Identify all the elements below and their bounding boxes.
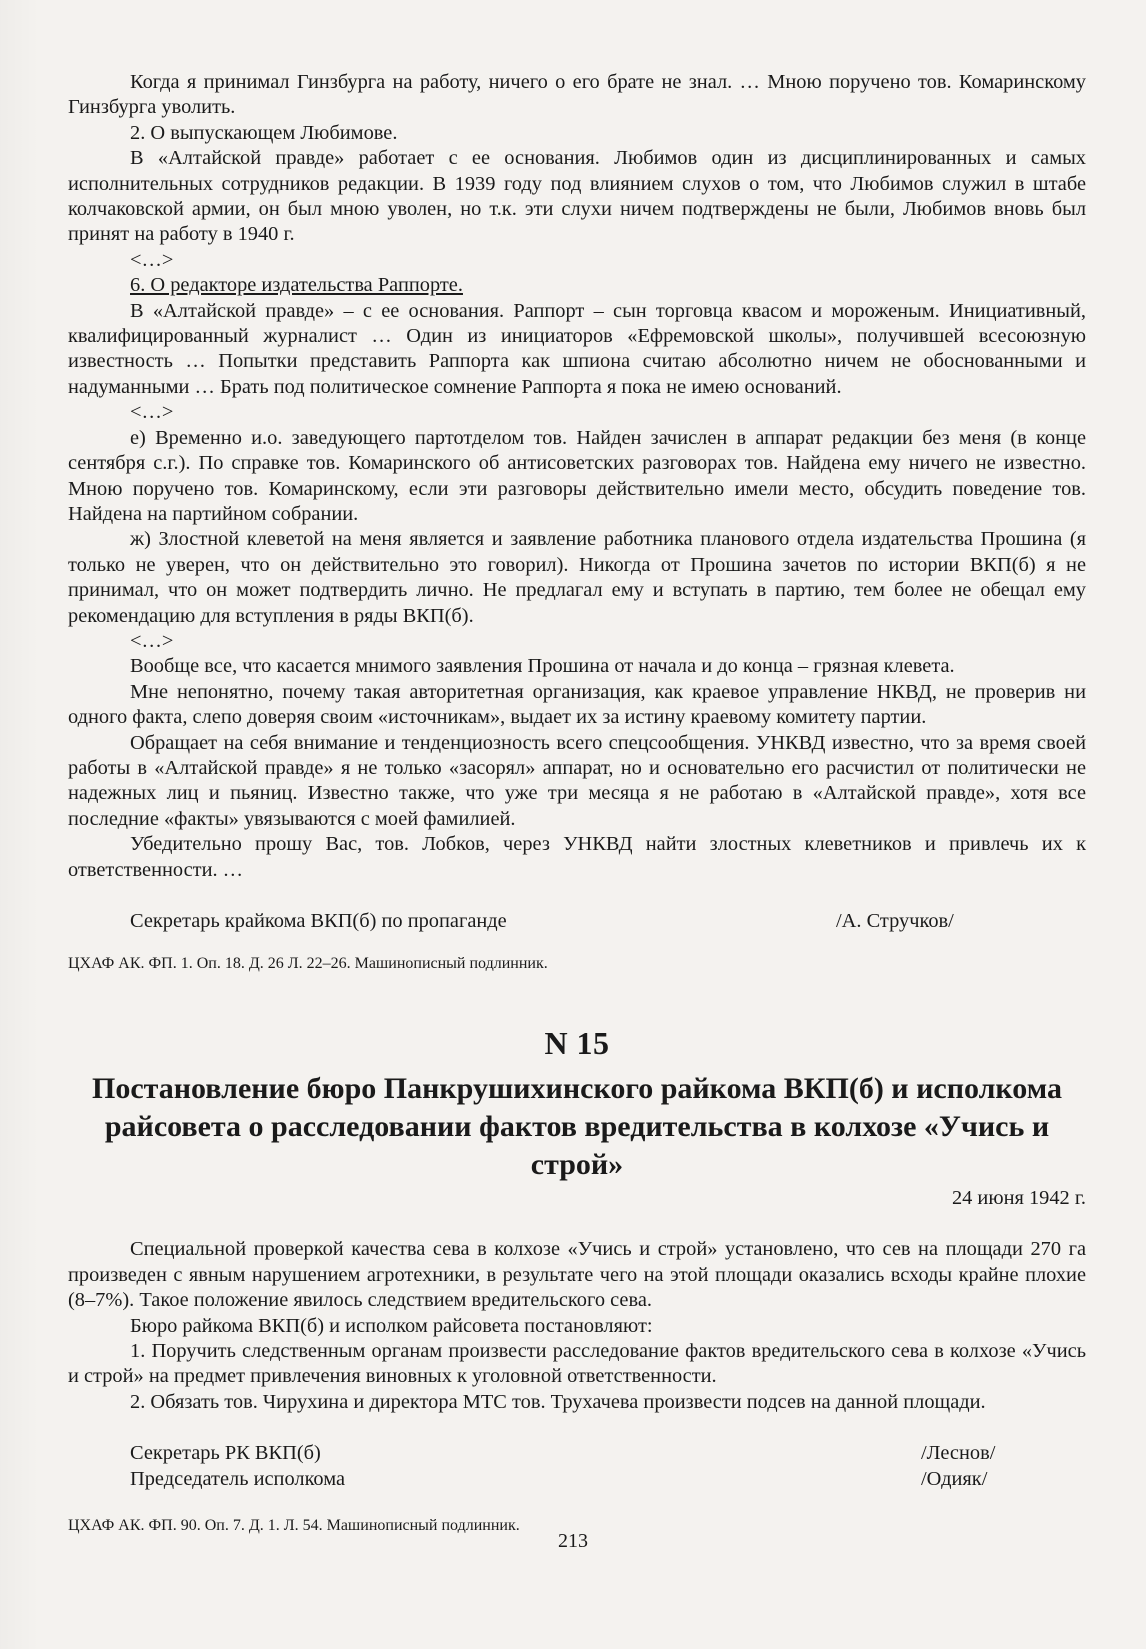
omission-mark: <…> xyxy=(130,401,174,424)
archive-source: ЦХАФ АК. ФП. 1. Оп. 18. Д. 26 Л. 22–26. Машинописный подлинник. xyxy=(68,955,548,973)
document-date: 24 июня 1942 г. xyxy=(951,1187,1086,1210)
page-number: 213 xyxy=(558,1530,588,1552)
paragraph: Бюро райкома ВКП(б) и исполком райсовета постановляют: xyxy=(130,1314,653,1337)
paragraph: 1. Поручить следственным органам произвести расследование фактов вредительского сева в колхозе «Учись и строй» на предмет привлечения виновных к уголовной ответственности. xyxy=(68,1340,1086,1388)
signature-name: /Одияк/ xyxy=(921,1467,988,1490)
document-body xyxy=(68,1237,1086,1415)
signature-role: Секретарь крайкома ВКП(б) по пропаганде xyxy=(130,910,507,932)
signature-role: Председатель исполкома xyxy=(130,1467,346,1490)
omission-mark: <…> xyxy=(130,629,174,652)
signature-row xyxy=(68,1467,1086,1492)
letter-signature xyxy=(68,909,1086,934)
paragraph: Когда я принимал Гинзбурга на работу, ничего о его брате не знал. … Мною поручено тов. Комаринскому Гинзбурга уволить. xyxy=(68,71,1086,119)
signature-row xyxy=(68,1441,1086,1466)
document-title: Постановление бюро Панкрушихинского райкома ВКП(б) и исполкома райсовета о расследовании фактов вредительства в колхозе «Учись и строй» xyxy=(92,1072,1062,1182)
paragraph: В «Алтайской правде» работает с ее основания. Любимов один из дисциплинированных и самых исполнительных сотрудников редакции. В 1939 году под влиянием слухов о том, что Любимов служил в штабе колчаковской армии, он был мною уволен, но т.к. эти слухи ничем подтверждены не были, Любимов вновь был принят на работу в 1940 г. xyxy=(68,147,1086,246)
paragraph: 2. Обязать тов. Чирухина и директора МТС тов. Трухачева произвести подсев на данной площади. xyxy=(130,1390,986,1413)
paragraph: ж) Злостной клеветой на меня является и заявление работника планового отдела издательства Прошина (я только не уверен, что он действительно это говорил). Никогда от Прошина зачетов по истории ВКП(б) я не принимал, что он может подтвердить лично. Не предлагал ему и вступать в партию, тем более не обещал ему рекомендацию для вступления в ряды ВКП(б). xyxy=(68,528,1086,627)
paragraph: 2. О выпускающем Любимове. xyxy=(130,121,398,144)
paragraph: Убедительно прошу Вас, тов. Лобков, через УНКВД найти злостных клеветников и привлечь их к ответственности. … xyxy=(68,833,1086,881)
document-signatures xyxy=(68,1441,1086,1492)
paragraph: Обращает на себя внимание и тенденциозность всего спецсообщения. УНКВД известно, что за время своей работы в «Алтайской правде» я не только «засорял» аппарат, но и основательно его расчистил от политически не надежных лиц и пьяниц. Известно также, что уже три месяца я не работаю в «Алтайской правде», хотя все последние «факты» увязываются с моей фамилией. xyxy=(68,731,1086,830)
omission-mark: <…> xyxy=(130,248,174,271)
document-number: N 15 xyxy=(544,1025,610,1062)
section-heading: 6. О редакторе издательства Раппорте. xyxy=(130,274,463,297)
paragraph: е) Временно и.о. заведующего партотделом тов. Найден зачислен в аппарат редакции без меня (в конце сентября с.г.). По справке тов. Комаринского об антисоветских разговорах тов. Найдена ему ничего не известно. Мною поручено тов. Комаринскому, если эти разговоры действительно имели место, обсудить поведение тов. Найдена на партийном собрании. xyxy=(68,426,1086,525)
letter-body xyxy=(68,70,1086,883)
paragraph: В «Алтайской правде» – с ее основания. Раппорт – сын торговца квасом и мороженым. Инициативный, квалифицированный журналист … Один из инициаторов «Ефремовской школы», получившей всесоюзную известность … Попытки представить Раппорта как шпиона считаю абсолютно ничем не обоснованными и надуманными … Брать под политическое сомнение Раппорта я пока не имею оснований. xyxy=(68,299,1086,398)
signature-name: /Леснов/ xyxy=(921,1442,996,1465)
paragraph: Мне непонятно, почему такая авторитетная организация, как краевое управление НКВД, не проверив ни одного факта, слепо доверяя своим «источникам», выдает их за истину краевому комитету партии. xyxy=(68,680,1086,729)
paragraph: Специальной проверкой качества сева в колхозе «Учись и строй» установлено, что сев на площади 270 га произведен с явным нарушением агротехники, в результате чего на этой площади оказались всходы крайне плохие (8–7%). Такое положение явилось следствием вредительского сева. xyxy=(68,1238,1086,1312)
signature-name: /А. Стручков/ xyxy=(836,910,954,932)
paragraph: Вообще все, что касается мнимого заявления Прошина от начала и до конца – грязная клевета. xyxy=(130,655,955,678)
signature-role: Секретарь РК ВКП(б) xyxy=(130,1442,321,1465)
archive-source: ЦХАФ АК. ФП. 90. Оп. 7. Д. 1. Л. 54. Машинописный подлинник. xyxy=(68,1517,520,1535)
